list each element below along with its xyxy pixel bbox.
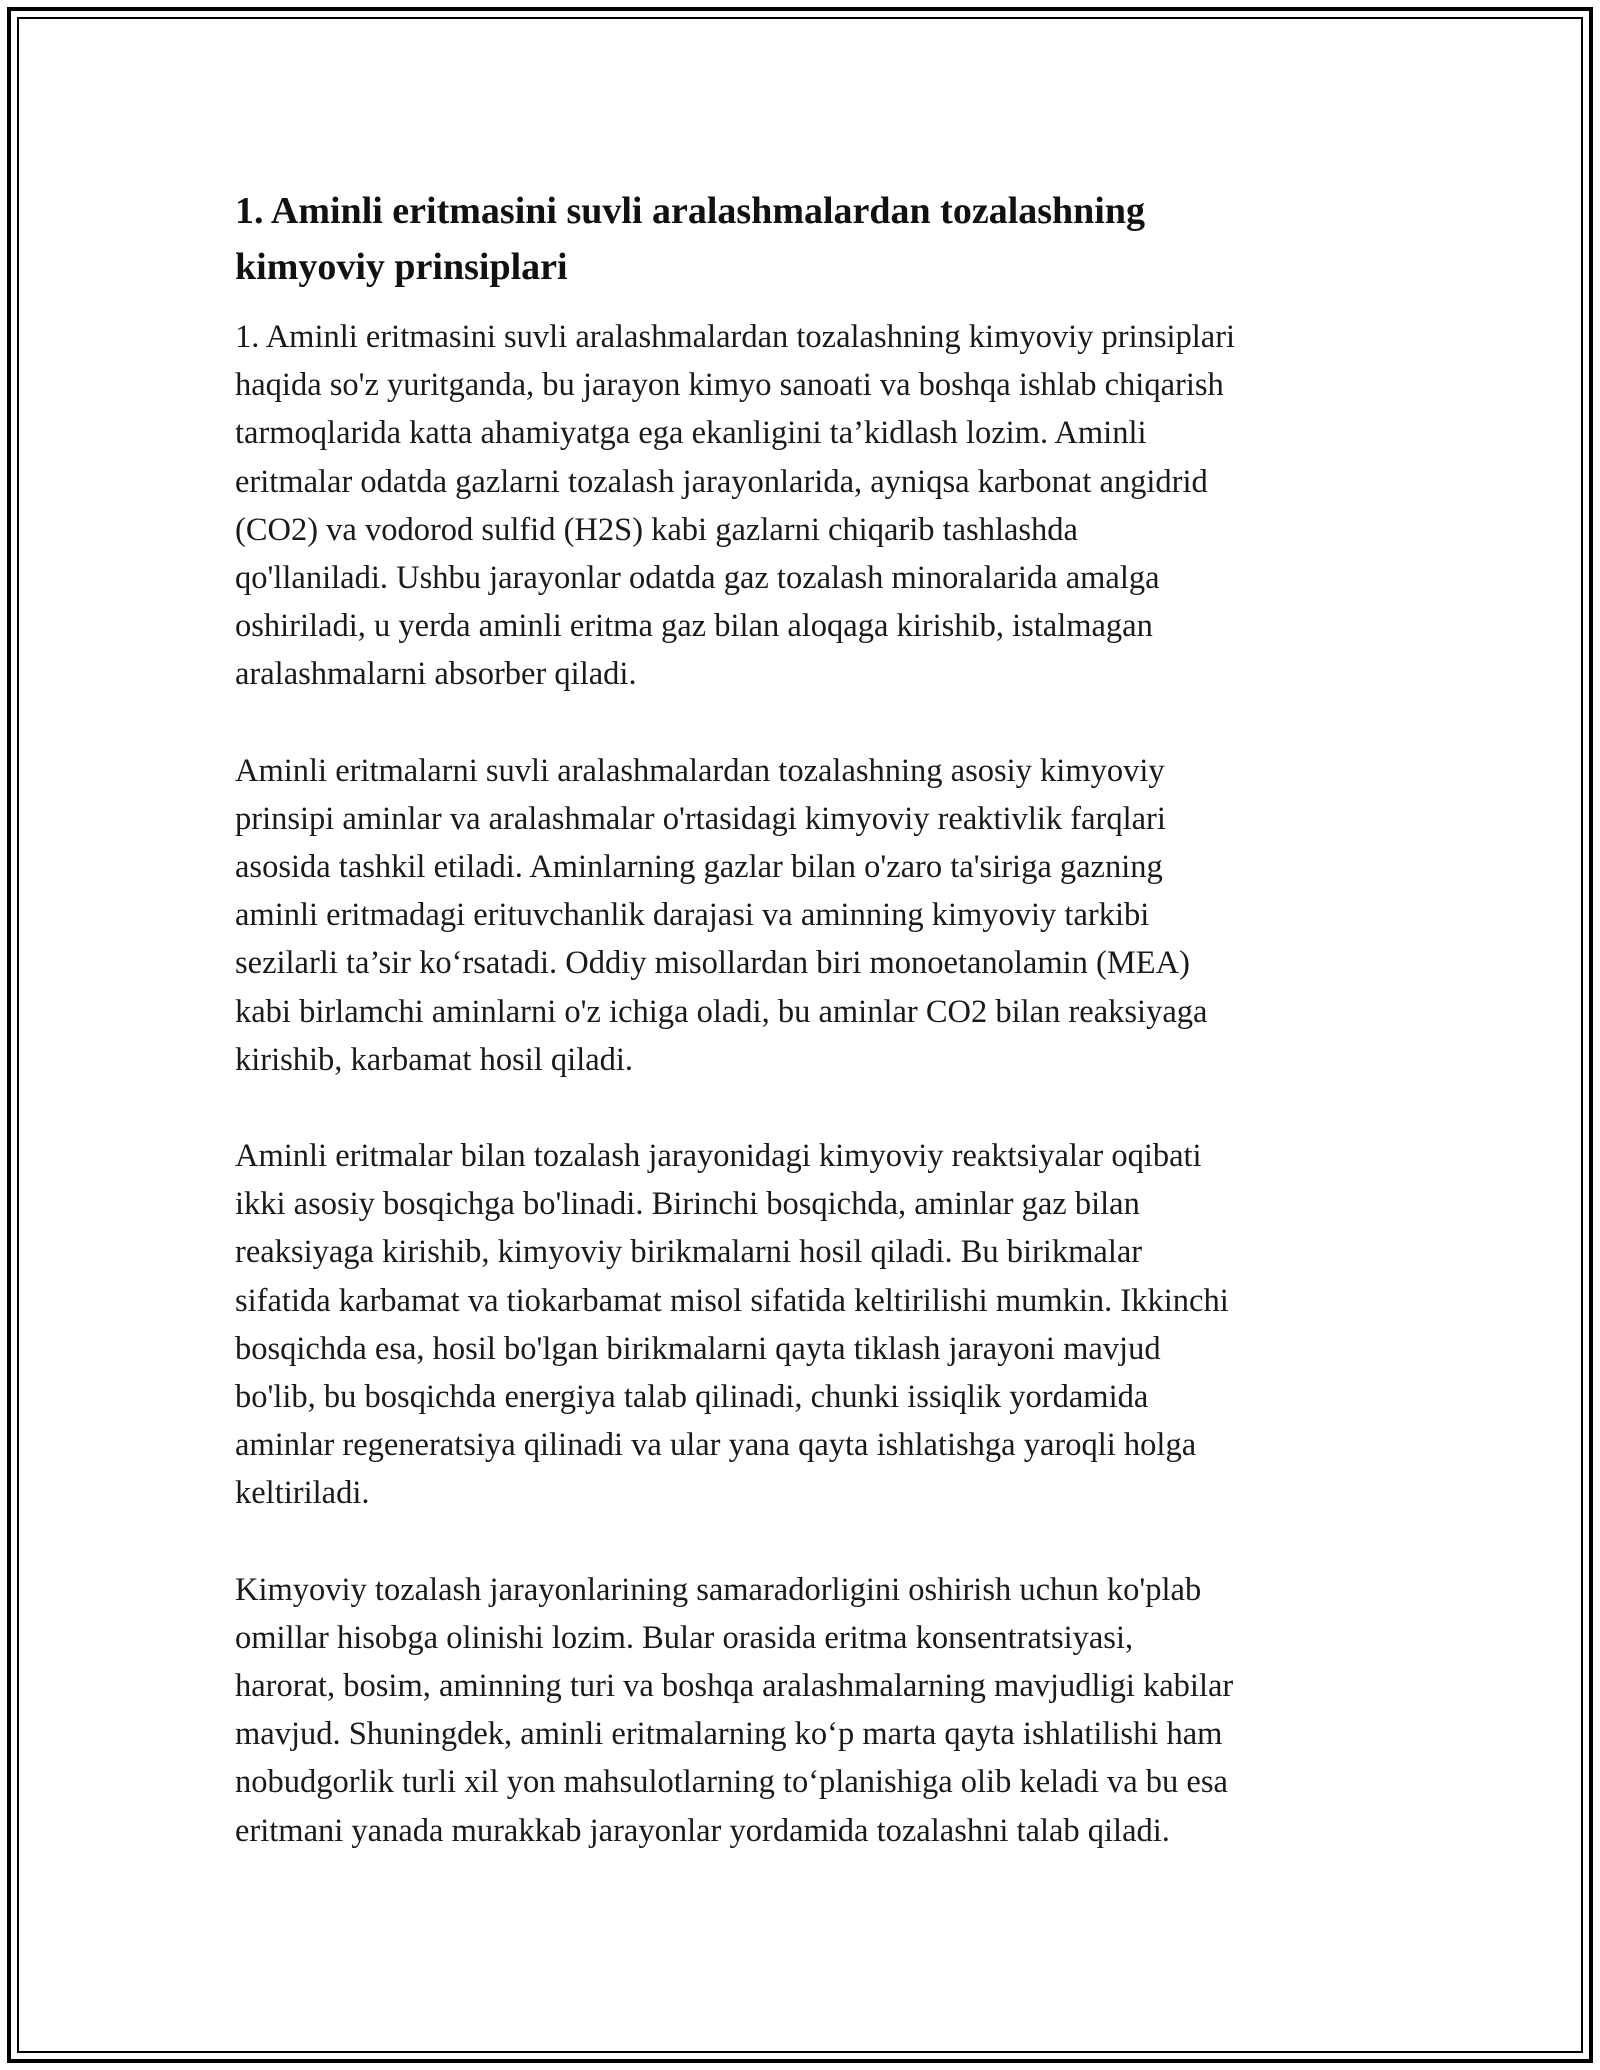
text-line: asosida tashkil etiladi. Aminlarning gazlar bilan o'zaro ta'siriga gazning [235, 849, 1163, 886]
text-line: aralashmalarni absorber qiladi. [235, 656, 637, 693]
text-line: reaksiyaga kirishib, kimyoviy birikmalarni hosil qiladi. Bu birikmalar [235, 1234, 1143, 1271]
text-line: Kimyoviy tozalash jarayonlarining samaradorligini oshirish uchun ko'plab [235, 1571, 1202, 1608]
text-line: bo'lib, bu bosqichda energiya talab qilinadi, chunki issiqlik yordamida [235, 1379, 1149, 1416]
heading-line: kimyoviy prinsiplari [235, 246, 568, 288]
text-line: mavjud. Shuningdek, aminli eritmalarning ko‘p marta qayta ishlatilishi ham [235, 1716, 1223, 1753]
paragraph-3 [235, 1132, 1375, 1518]
text-line: sezilarli ta’sir ko‘rsatadi. Oddiy misollardan biri monoetanolamin (MEA) [235, 945, 1190, 982]
text-line: eritmani yanada murakkab jarayonlar yordamida tozalashni talab qiladi. [235, 1812, 1170, 1849]
text-line: harorat, bosim, aminning turi va boshqa aralashmalarning mavjudligi kabilar [235, 1668, 1234, 1705]
text-line: keltiriladi. [235, 1475, 370, 1512]
text-line: 1. Aminli eritmasini suvli aralashmalardan tozalashning kimyoviy prinsiplari [235, 319, 1236, 355]
text-line: bosqichda esa, hosil bo'lgan birikmalarni qayta tiklash jarayoni mavjud [235, 1330, 1161, 1367]
text-line: (CO2) va vodorod sulfid (H2S) kabi gazlarni chiqarib tashlashda [235, 511, 1078, 548]
text-line: kirishib, karbamat hosil qiladi. [235, 1041, 634, 1078]
text-line: omillar hisobga olinishi lozim. Bular orasida eritma konsentratsiyasi, [235, 1619, 1134, 1656]
text-line: eritmalar odatda gazlarni tozalash jarayonlarida, ayniqsa karbonat angidrid [235, 463, 1208, 500]
text-line: aminlar regeneratsiya qilinadi va ular yana qayta ishlatishga yaroqli holga [235, 1427, 1197, 1464]
text-line: haqida so'z yuritganda, bu jarayon kimyo sanoati va boshqa ishlab chiqarish [235, 367, 1224, 404]
text-line: aminli eritmadagi erituvchanlik darajasi va aminning kimyoviy tarkibi [235, 897, 1150, 934]
text-line: Aminli eritmalar bilan tozalash jarayonidagi kimyoviy reaktsiyalar oqibati [235, 1138, 1202, 1175]
text-line: sifatida karbamat va tiokarbamat misol sifatida keltirilishi mumkin. Ikkinchi [235, 1282, 1229, 1319]
document-body [235, 183, 1375, 1903]
paragraph-2 [235, 747, 1375, 1084]
text-line: prinsipi aminlar va aralashmalar o'rtasidagi kimyoviy reaktivlik farqlari [235, 800, 1166, 837]
text-line: qo'llaniladi. Ushbu jarayonlar odatda gaz tozalash minoralarida amalga [235, 560, 1160, 597]
text-line: oshiriladi, u yerda aminli eritma gaz bilan aloqaga kirishib, istalmagan [235, 608, 1153, 645]
text-line: Aminli eritmalarni suvli aralashmalardan tozalashning asosiy kimyoviy [235, 752, 1165, 789]
text-line: nobudgorlik turli xil yon mahsulotlarning to‘planishiga olib keladi va bu esa [235, 1764, 1228, 1801]
paragraph-4 [235, 1566, 1375, 1855]
text-line: ikki asosiy bosqichga bo'linadi. Birinchi bosqichda, aminlar gaz bilan [235, 1186, 1140, 1223]
section-heading [235, 183, 1375, 295]
heading-line: 1. Aminli eritmasini suvli aralashmalardan tozalashning [235, 190, 1145, 232]
paragraph-1 [235, 313, 1375, 699]
text-line: kabi birlamchi aminlarni o'z ichiga oladi, bu aminlar CO2 bilan reaksiyaga [235, 993, 1208, 1030]
text-line: tarmoqlarida katta ahamiyatga ega ekanligini ta’kidlash lozim. Aminli [235, 415, 1147, 452]
